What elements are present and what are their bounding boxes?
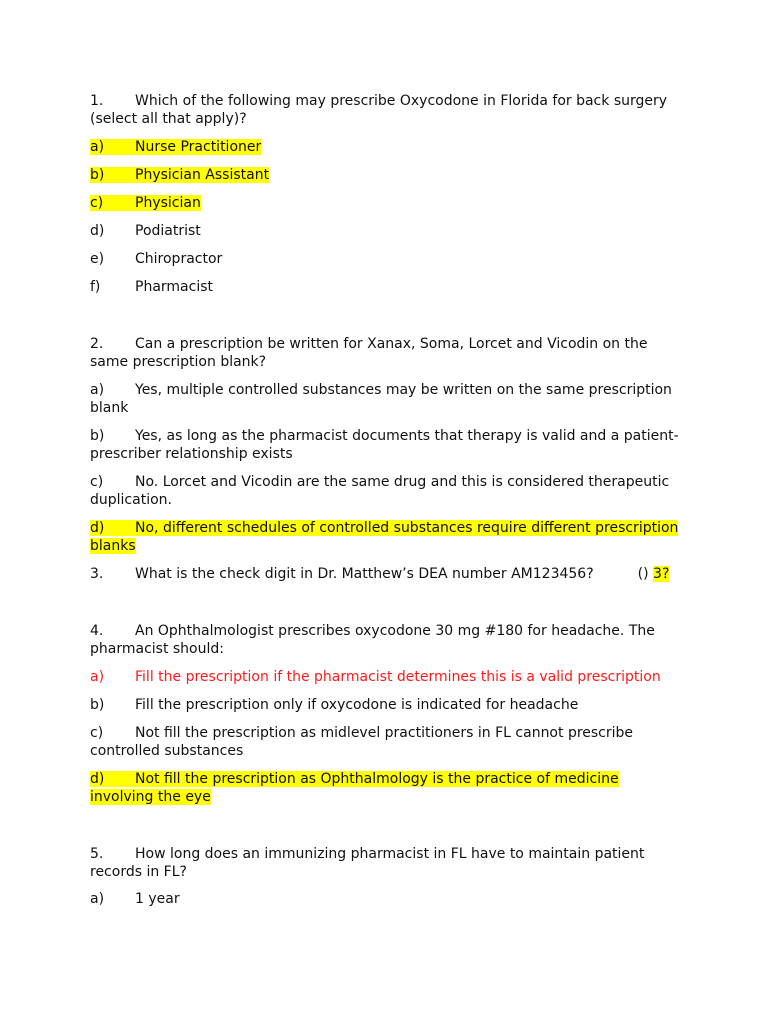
- question-4-line-1: [90, 622, 690, 640]
- q5-option-a: [90, 890, 690, 908]
- option-text: No. Lorcet and Vicodin are the same drug and this is considered therapeutic: [135, 474, 670, 490]
- q1-option-a: [90, 138, 690, 156]
- q1-option-b: [90, 166, 690, 184]
- option-text: Yes, as long as the pharmacist documents that therapy is valid and a patient-: [135, 428, 679, 444]
- question-1-line-1: [90, 92, 690, 110]
- q4-option-b: [90, 696, 690, 714]
- q2-option-d-line-1: [90, 519, 690, 537]
- q2-option-b-line-2: prescriber relationship exists: [90, 446, 293, 462]
- question-3: [90, 565, 690, 583]
- q1-option-e: [90, 250, 690, 268]
- q2-option-a-line-2: blank: [90, 400, 129, 416]
- option-text: Pharmacist: [135, 279, 213, 295]
- option-text: Fill the prescription if the pharmacist determines this is a valid prescription: [135, 669, 661, 685]
- question-1-line-2: (select all that apply)?: [90, 111, 247, 127]
- option-letter: a): [90, 891, 105, 907]
- q4-option-a: [90, 668, 690, 686]
- option-letter: c): [90, 195, 104, 211]
- question-text: How long does an immunizing pharmacist in FL have to maintain patient: [135, 846, 645, 862]
- question-2-line-1: [90, 335, 690, 353]
- option-text: Yes, multiple controlled substances may be written on the same prescription: [135, 382, 672, 398]
- option-letter: e): [90, 251, 105, 267]
- option-letter: f): [90, 279, 101, 295]
- option-letter: c): [90, 725, 104, 741]
- q1-option-f: [90, 278, 690, 296]
- answer-text: 3?: [653, 566, 670, 582]
- question-number: 3.: [90, 566, 104, 582]
- q1-option-d: [90, 222, 690, 240]
- option-letter: d): [90, 520, 105, 536]
- option-text: Not fill the prescription as Ophthalmology is the practice of medicine: [135, 771, 619, 787]
- option-letter: c): [90, 474, 104, 490]
- question-5-line-2: records in FL?: [90, 864, 187, 880]
- option-letter: a): [90, 139, 105, 155]
- question-text: Can a prescription be written for Xanax, Soma, Lorcet and Vicodin on the: [135, 336, 648, 352]
- q2-option-d-line-2: [90, 537, 690, 555]
- q4-option-d-line-2: [90, 788, 690, 806]
- question-text: What is the check digit in Dr. Matthew’s DEA number AM123456?: [135, 566, 594, 582]
- option-letter: a): [90, 669, 105, 685]
- option-letter: d): [90, 223, 105, 239]
- question-number: 2.: [90, 336, 104, 352]
- q2-option-b-line-1: [90, 427, 690, 445]
- option-text: Physician Assistant: [135, 167, 270, 183]
- question-text: Which of the following may prescribe Oxycodone in Florida for back surgery: [135, 93, 668, 109]
- option-text: Chiropractor: [135, 251, 223, 267]
- option-text: 1 year: [135, 891, 180, 907]
- q2-option-c-line-1: [90, 473, 690, 491]
- option-text: Podiatrist: [135, 223, 201, 239]
- option-letter: b): [90, 167, 105, 183]
- option-text: Not fill the prescription as midlevel practitioners in FL cannot prescribe: [135, 725, 634, 741]
- option-letter: b): [90, 697, 105, 713]
- question-4-line-2: pharmacist should:: [90, 641, 224, 657]
- option-letter: a): [90, 382, 105, 398]
- q4-option-c-line-1: [90, 724, 690, 742]
- option-letter: d): [90, 771, 105, 787]
- q1-option-c: [90, 194, 690, 212]
- q4-option-c-line-2: controlled substances: [90, 743, 244, 759]
- question-number: 1.: [90, 93, 104, 109]
- option-text: No, different schedules of controlled substances require different prescription: [135, 520, 679, 536]
- question-text: An Ophthalmologist prescribes oxycodone 30 mg #180 for headache. The: [135, 623, 655, 639]
- question-number: 5.: [90, 846, 104, 862]
- option-text: Physician: [135, 195, 201, 211]
- answer-parens: (): [637, 566, 649, 582]
- option-text-continued: blanks: [90, 538, 136, 554]
- q2-option-a-line-1: [90, 381, 690, 399]
- question-number: 4.: [90, 623, 104, 639]
- q2-option-c-line-2: duplication.: [90, 492, 172, 508]
- option-text-continued: involving the eye: [90, 789, 211, 805]
- question-2-line-2: same prescription blank?: [90, 354, 267, 370]
- option-text: Fill the prescription only if oxycodone is indicated for headache: [135, 697, 579, 713]
- question-5-line-1: [90, 845, 690, 863]
- option-letter: b): [90, 428, 105, 444]
- q4-option-d-line-1: [90, 770, 690, 788]
- option-text: Nurse Practitioner: [135, 139, 262, 155]
